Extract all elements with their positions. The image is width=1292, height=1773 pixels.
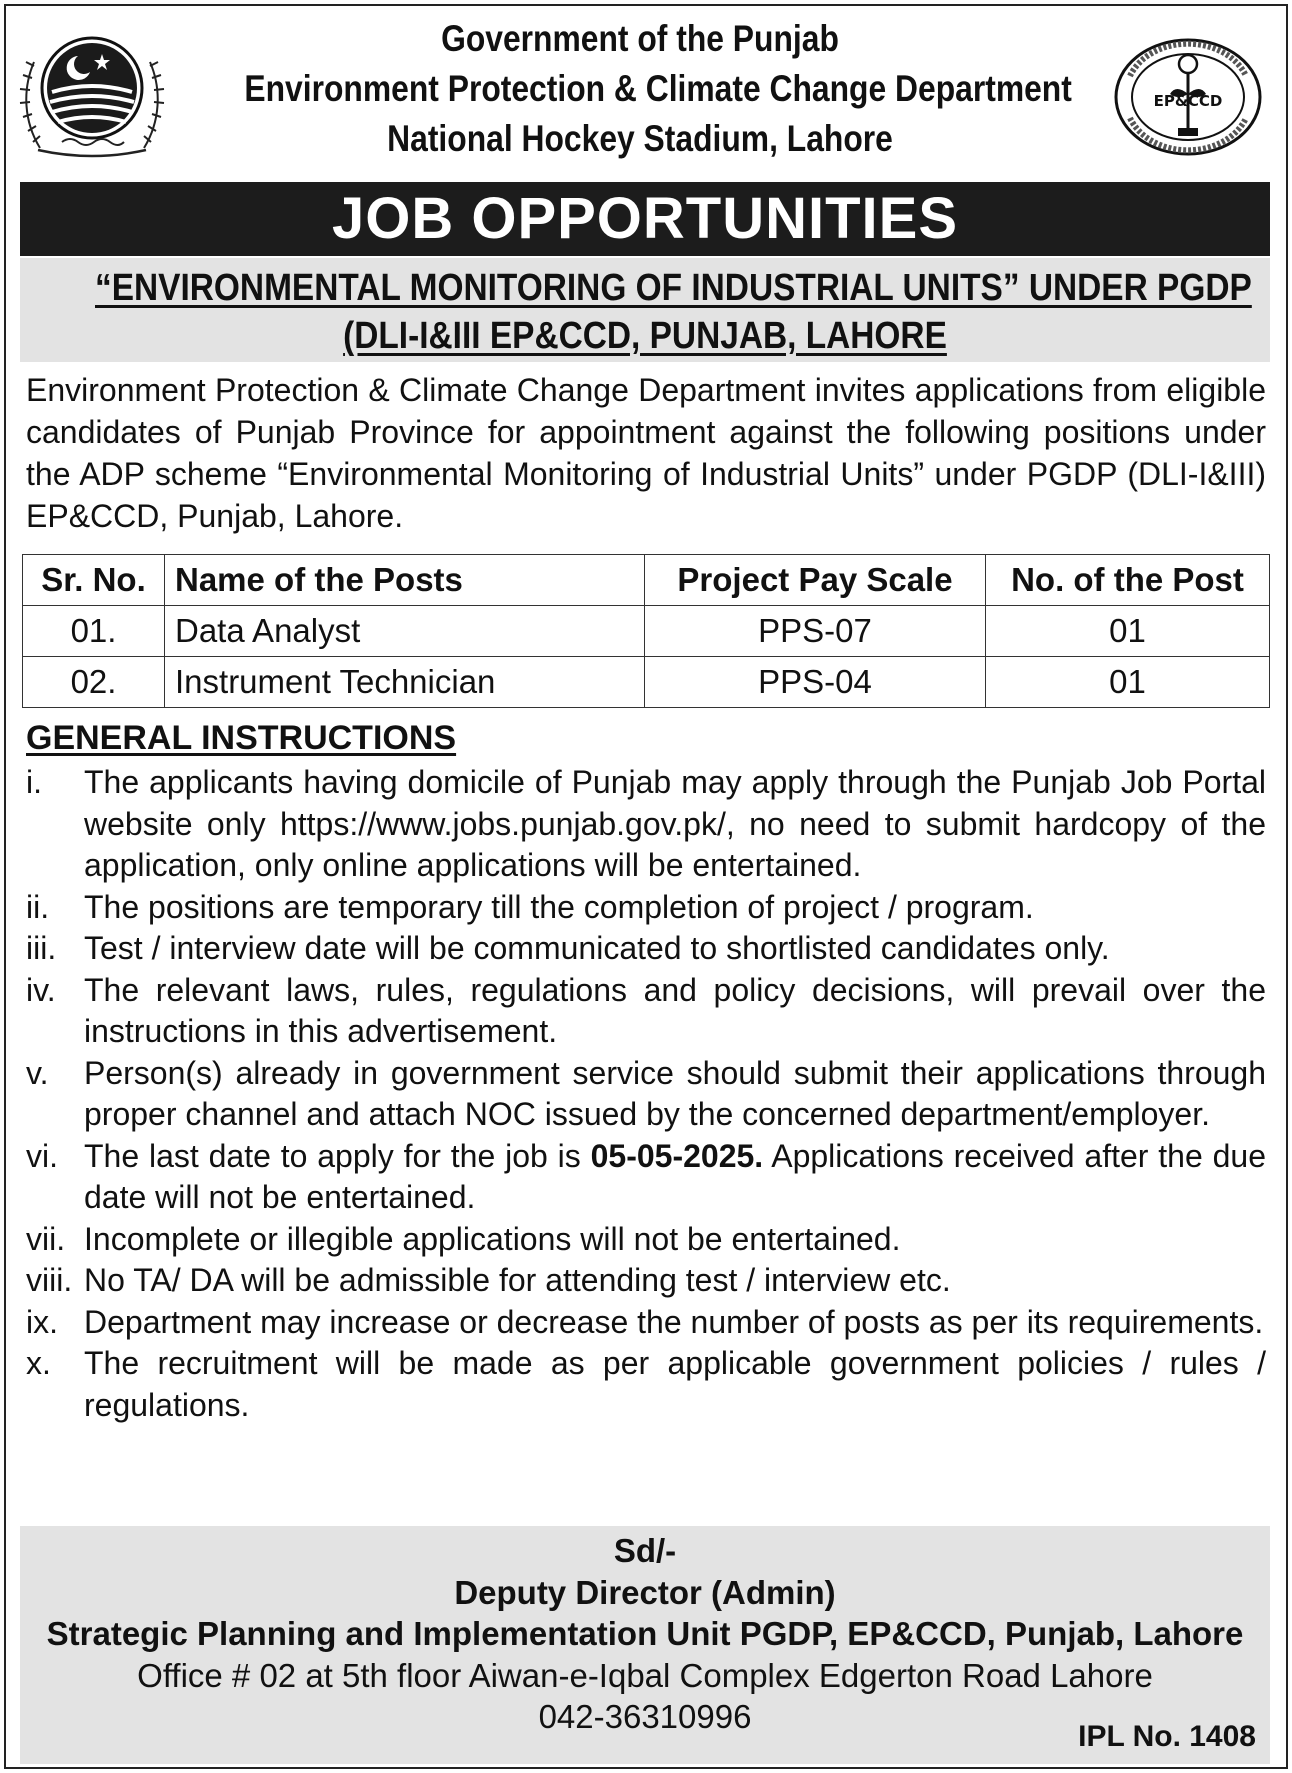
- cell-pay-scale: PPS-04: [645, 657, 986, 708]
- table-row: [23, 657, 1270, 708]
- item-text: No TA/ DA will be admissible for attending test / interview etc.: [84, 1262, 951, 1298]
- department-title: Environment Protection & Climate Change Department: [244, 68, 1072, 109]
- cell-post-name: Instrument Technician: [165, 657, 645, 708]
- list-item: [26, 928, 1266, 970]
- cell-post-name: Data Analyst: [165, 606, 645, 657]
- list-item: [26, 1260, 1266, 1302]
- item-text: [84, 1136, 1266, 1219]
- project-subtitle-line-2: (DLI-I&III EP&CCD, PUNJAB, LAHORE: [343, 315, 947, 357]
- item-text: The applicants having domicile of Punjab may apply through the Punjab Job Portal website only https://www.jobs.punjab.gov.pk/, no need to submit hardcopy of the application, only online applications will be entertained.: [84, 764, 1266, 883]
- punjab-government-emblem-icon: [18, 30, 166, 162]
- posts-table: [22, 554, 1270, 708]
- item-number: iv.: [26, 971, 56, 1008]
- cell-sr-no: 01.: [23, 606, 165, 657]
- last-date-prefix: The last date to apply for the job is: [84, 1137, 591, 1174]
- item-number: x.: [26, 1345, 51, 1381]
- signatory-unit: Strategic Planning and Implementation Unit PGDP, EP&CCD, Punjab, Lahore: [46, 1615, 1244, 1652]
- item-number: v.: [26, 1054, 49, 1091]
- government-title: Government of the Punjab: [441, 18, 839, 59]
- item-text: Incomplete or illegible applications will not be entertained.: [84, 1220, 901, 1257]
- epccd-seal-icon: [1110, 36, 1266, 158]
- ipl-number: IPL No. 1408: [1078, 1720, 1256, 1753]
- item-text: Test / interview date will be communicated to shortlisted candidates only.: [84, 930, 1110, 966]
- instructions-list: [26, 762, 1266, 1426]
- last-date: 05-05-2025.: [590, 1137, 764, 1174]
- project-subtitle-line-1: “ENVIRONMENTAL MONITORING OF INDUSTRIAL UNITS” UNDER PGDP: [95, 267, 1252, 309]
- list-item: [26, 887, 1266, 929]
- cell-sr-no: 02.: [23, 657, 165, 708]
- office-address: Office # 02 at 5th floor Aiwan-e-Iqbal Complex Edgerton Road Lahore: [137, 1656, 1153, 1694]
- item-number: ix.: [26, 1303, 58, 1340]
- table-row: [23, 606, 1270, 657]
- signature-mark: Sd/-: [613, 1532, 677, 1569]
- seal-text: EP&CCD: [1153, 92, 1223, 110]
- item-number: viii.: [26, 1262, 73, 1298]
- item-text: Department may increase or decrease the number of posts as per its requirements.: [84, 1303, 1264, 1340]
- item-text: The positions are temporary till the completion of project / program.: [84, 888, 1034, 925]
- list-item: [26, 1053, 1266, 1136]
- item-number: vii.: [26, 1220, 66, 1257]
- header-text: [180, 14, 1100, 164]
- list-item: [26, 1136, 1266, 1219]
- department-address: National Hockey Stadium, Lahore: [387, 118, 893, 159]
- table-header-row: [23, 555, 1270, 606]
- list-item: [26, 762, 1266, 887]
- item-text: Person(s) already in government service should submit their applications through proper channel and attach NOC issued by the concerned department/employer.: [84, 1054, 1266, 1132]
- list-item: [26, 1302, 1266, 1344]
- item-number: iii.: [26, 930, 57, 966]
- column-header-post-name: Name of the Posts: [165, 555, 645, 606]
- signatory-designation: Deputy Director (Admin): [454, 1573, 836, 1611]
- contact-phone: 042-36310996: [538, 1698, 752, 1735]
- project-subtitle: [20, 258, 1270, 362]
- cell-pay-scale: PPS-07: [645, 606, 986, 657]
- column-header-pay-scale: Project Pay Scale: [645, 555, 986, 606]
- signature-block: [20, 1526, 1270, 1764]
- job-opportunities-banner: JOB OPPORTUNITIES: [20, 182, 1270, 256]
- last-date-suffix: Applications received after the due date will not be entertained.: [84, 1137, 1267, 1215]
- item-text: The recruitment will be made as per applicable government policies / rules / regulations.: [84, 1345, 1266, 1423]
- list-item: [26, 1219, 1266, 1261]
- item-number: i.: [26, 764, 42, 800]
- column-header-post-count: No. of the Post: [986, 555, 1270, 606]
- list-item: [26, 1343, 1266, 1426]
- item-number: ii.: [26, 888, 50, 925]
- cell-post-count: 01: [986, 657, 1270, 708]
- list-item: [26, 970, 1266, 1053]
- column-header-sr-no: Sr. No.: [23, 555, 165, 606]
- general-instructions-title: GENERAL INSTRUCTIONS: [26, 719, 457, 757]
- item-text: The relevant laws, rules, regulations and policy decisions, will prevail over the instructions in this advertisement.: [84, 971, 1266, 1049]
- header: [0, 0, 1292, 176]
- item-number: vi.: [26, 1137, 58, 1174]
- intro-paragraph: Environment Protection & Climate Change Department invites applications from eligible candidates of Punjab Province for appointment against the following positions under the ADP scheme “Environmental Monitoring of Industrial Units” under PGDP (DLI-I&III) EP&CCD, Punjab, Lahore.: [26, 372, 1266, 534]
- cell-post-count: 01: [986, 606, 1270, 657]
